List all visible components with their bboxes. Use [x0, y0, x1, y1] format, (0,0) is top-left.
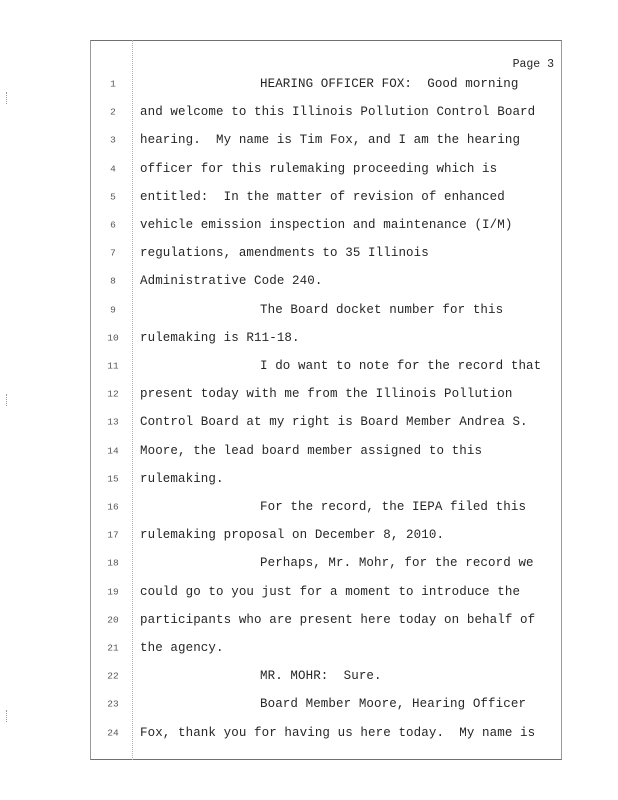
line-number: 5: [110, 191, 116, 203]
transcript-line: MR. MOHR: Sure.: [260, 669, 382, 684]
line-number: 18: [107, 557, 119, 569]
line-number: 8: [110, 275, 116, 287]
line-number: 21: [107, 642, 119, 654]
line-number: 17: [107, 529, 119, 541]
transcript-line: vehicle emission inspection and maintenance (I/M): [140, 218, 513, 232]
line-number: 4: [110, 163, 116, 175]
transcript-line: Control Board at my right is Board Member Andrea S.: [140, 415, 528, 430]
line-number: 19: [107, 586, 119, 598]
transcript-line: regulations, amendments to 35 Illinois: [140, 246, 429, 261]
transcript-line: Fox, thank you for having us here today. My name is: [140, 725, 536, 740]
line-number: 6: [110, 219, 116, 231]
transcript-line: HEARING OFFICER FOX: Good morning: [260, 77, 519, 91]
transcript-line: rulemaking proposal on December 8, 2010.: [140, 528, 445, 543]
line-number: 15: [107, 473, 119, 485]
transcript-line: rulemaking is R11-18.: [140, 330, 300, 345]
line-number: 10: [107, 332, 119, 344]
line-number: 13: [107, 416, 119, 428]
transcript-line: Perhaps, Mr. Mohr, for the record we: [260, 556, 534, 571]
transcript-line: For the record, the IEPA filed this: [260, 500, 527, 514]
transcript-line: rulemaking.: [140, 471, 224, 486]
line-number: 2: [110, 106, 116, 118]
transcript-line: present today with me from the Illinois Pollution: [140, 387, 513, 402]
line-number: 16: [107, 501, 119, 513]
transcript-line: Administrative Code 240.: [140, 274, 323, 289]
transcript-line: and welcome to this Illinois Pollution Control Board: [140, 105, 536, 120]
line-number: 3: [110, 134, 116, 146]
line-number: 1: [110, 78, 116, 90]
line-number: 22: [107, 670, 119, 682]
transcript-line: participants who are present here today on behalf of: [140, 612, 536, 627]
line-number-margin-rule: [132, 40, 133, 760]
transcript-line: officer for this rulemaking proceeding which is: [140, 161, 498, 176]
transcript-line: The Board docket number for this: [260, 302, 504, 317]
transcript-line: Moore, the lead board member assigned to this: [140, 443, 483, 458]
line-number: 11: [107, 360, 119, 372]
scan-artifact-mark: [6, 92, 13, 104]
scan-artifact-mark: [6, 394, 13, 406]
transcript-line: hearing. My name is Tim Fox, and I am the hearing: [140, 133, 521, 148]
line-number: 12: [107, 388, 119, 400]
line-number: 14: [107, 445, 119, 457]
transcript-line: could go to you just for a moment to introduce the: [140, 584, 521, 599]
line-number: 9: [110, 304, 116, 316]
transcript-line: entitled: In the matter of revision of enhanced: [140, 189, 505, 204]
transcript-line: I do want to note for the record that: [260, 359, 542, 373]
line-number: 24: [107, 727, 119, 739]
line-number: 7: [110, 247, 116, 259]
transcript-line: the agency.: [140, 641, 224, 655]
page-number: Page 3: [512, 58, 554, 71]
transcript-line: Board Member Moore, Hearing Officer: [260, 697, 527, 712]
line-number: 20: [107, 614, 119, 626]
line-number: 23: [107, 698, 119, 710]
scan-artifact-mark: [6, 710, 13, 722]
